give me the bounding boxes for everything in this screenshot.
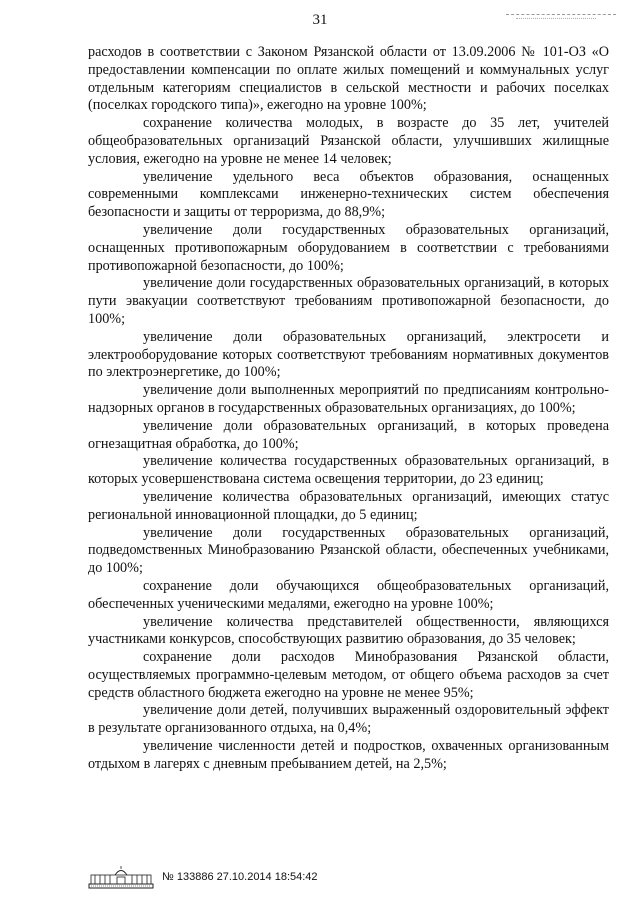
registration-number: № 133886 27.10.2014 18:54:42 <box>162 871 318 883</box>
parliament-building-icon <box>88 865 154 889</box>
page-number: 31 <box>312 12 328 28</box>
paragraph: сохранение доли обучающихся общеобразовательных организаций, обеспеченных ученическими медалями, ежегодно на уровне 100%; <box>88 577 609 612</box>
paragraph: увеличение доли государственных образовательных организаций, оснащенных противопожарным оборудованием в соответствии с требованиями противопожарной безопасности, до 100%; <box>88 221 609 274</box>
paragraph: увеличение доли государственных образовательных организаций, подведомственных Минобразованию Рязанской области, обеспеченных учебниками, до 100%; <box>88 524 609 577</box>
paragraph: увеличение доли образовательных организаций, в которых проведена огнезащитная обработка, до 100%; <box>88 417 609 452</box>
registration-stamp <box>88 865 318 889</box>
paragraph: увеличение количества представителей общественности, являющихся участниками конкурсов, способствующих развитию образования, до 35 человек; <box>88 613 609 648</box>
paragraph: сохранение количества молодых, в возрасте до 35 лет, учителей общеобразовательных организаций Рязанской области, улучшивших жилищные условия, ежегодно на уровне не менее 14 человек; <box>88 115 609 167</box>
document-body <box>88 44 609 774</box>
paragraph: увеличение доли государственных образовательных организаций, в которых пути эвакуации соответствуют требованиям противопожарной безопасности, до 100%; <box>88 275 609 327</box>
paragraph: расходов в соответствии с Законом Рязанской области от 13.09.2006 № 101-ОЗ «О предоставлении компенсации по оплате жилых помещений и коммунальных услуг отдельным категориям специалистов в сельской местности и рабочих поселках (поселках городского типа)», ежегодно на уровне 100%; <box>88 44 609 114</box>
corner-scan-marks <box>506 14 616 15</box>
paragraph: увеличение удельного веса объектов образования, оснащенных современными комплексами инженерно-технических систем обеспечения безопасности и защиты от терроризма, до 88,9%; <box>88 168 609 221</box>
paragraph: увеличение доли детей, получивших выраженный оздоровительный эффект в результате организованного отдыха, на 0,4%; <box>88 702 609 737</box>
paragraph: увеличение доли образовательных организаций, электросети и электрооборудование которых соответствуют требованиям нормативных документов по электроэнергетике, до 100%; <box>88 328 609 381</box>
paragraph: увеличение численности детей и подростков, охваченных организованным отдыхом в лагерях с дневным пребыванием детей, на 2,5%; <box>88 738 609 772</box>
paragraph: увеличение доли выполненных мероприятий по предписаниям контрольно-надзорных органов в государственных образовательных организациях, до 100%; <box>88 382 609 416</box>
paragraph: увеличение количества государственных образовательных организаций, в которых усовершенствована система освещения территории, до 23 единиц; <box>88 453 609 488</box>
paragraph: увеличение количества образовательных организаций, имеющих статус региональной инновационной площадки, до 5 единиц; <box>88 488 609 523</box>
paragraph: сохранение доли расходов Минобразования Рязанской области, осуществляемых программно-целевым методом, от общего объема расходов за счет средств областного бюджета ежегодно на уровне не менее 95%; <box>88 649 609 701</box>
